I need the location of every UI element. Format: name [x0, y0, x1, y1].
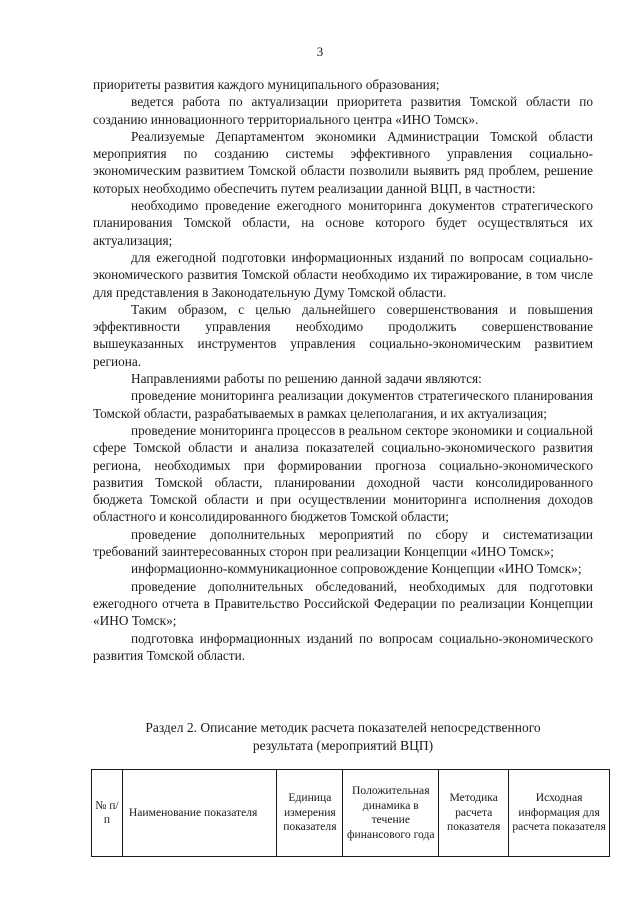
paragraph: проведение мониторинга реализации документов стратегического планирования Томской области, разрабатываемых в рамках целеполагания, и их актуализация;: [93, 388, 593, 421]
paragraph: необходимо проведение ежегодного мониторинга документов стратегического планирования Томской области, на основе которого будет осуществляться их актуализация;: [93, 198, 593, 248]
table-header-cell: Методика расчета показателя: [439, 770, 509, 857]
page-number: 3: [316, 44, 324, 59]
section-title: [93, 719, 593, 754]
paragraph: проведение дополнительных мероприятий по сбору и систематизации требований заинтересованных сторон при реализации Концепции «ИНО Томск»;: [93, 526, 593, 560]
paragraph: для ежегодной подготовки информационных изданий по вопросам социально-экономического развития Томской области необходимо их тиражирование, в том числе для представления в Законодательную Думу Томской области.: [93, 249, 593, 300]
paragraph: информационно-коммуникационное сопровождение Концепции «ИНО Томск»;: [131, 561, 582, 577]
paragraph: Направлениями работы по решению данной задачи являются:: [131, 371, 482, 387]
paragraph: приоритеты развития каждого муниципального образования;: [93, 77, 440, 92]
indicators-table: [91, 769, 610, 857]
body-text: [93, 76, 593, 664]
paragraph: Реализуемые Департаментом экономики Администрации Томской области мероприятия по созданию системы эффективного управления социально-экономическим развитием Томской области позволили выявить ряд проблем, решение которых необходимо обеспечить путем реализации данной ВЦП, в частности:: [93, 128, 593, 196]
table-header-cell: Положительная динамика в течение финансового года: [343, 770, 439, 857]
table-header-cell: № п/п: [92, 770, 123, 857]
paragraph: подготовка информационных изданий по вопросам социально-экономического развития Томской области.: [93, 630, 593, 663]
table-header-row: [92, 770, 610, 857]
section-title-line: Раздел 2. Описание методик расчета показателей непосредственного: [145, 720, 541, 735]
paragraph: Таким образом, с целью дальнейшего совершенствования и повышения эффективности управления необходимо продолжить совершенствование вышеуказанных инструментов управления социально-экономическим развитием региона.: [93, 301, 593, 369]
table-header-cell: Наименование показателя: [122, 770, 277, 857]
table-header-cell: Исходная информация для расчета показателя: [509, 770, 610, 857]
section-title-line: результата (мероприятий ВЦП): [252, 737, 434, 753]
table-header-cell: Единица измерения показателя: [277, 770, 343, 857]
paragraph: ведется работа по актуализации приоритета развития Томской области по созданию инновационного территориального центра «ИНО Томск».: [93, 94, 593, 127]
paragraph: проведение дополнительных обследований, необходимых для подготовки ежегодного отчета в Правительство Российской Федерации по реализации Концепции «ИНО Томск»;: [93, 578, 593, 629]
paragraph: проведение мониторинга процессов в реальном секторе экономики и социальной сфере Томской области и анализа показателей социально-экономического развития региона, необходимых при формировании прогноза социально-экономического развития Томской области, планировании доходной части консолидированного бюджета Томской области и при осуществлении мониторинга исполнения доходов областного и консолидированного бюджетов Томской области;: [93, 422, 593, 525]
